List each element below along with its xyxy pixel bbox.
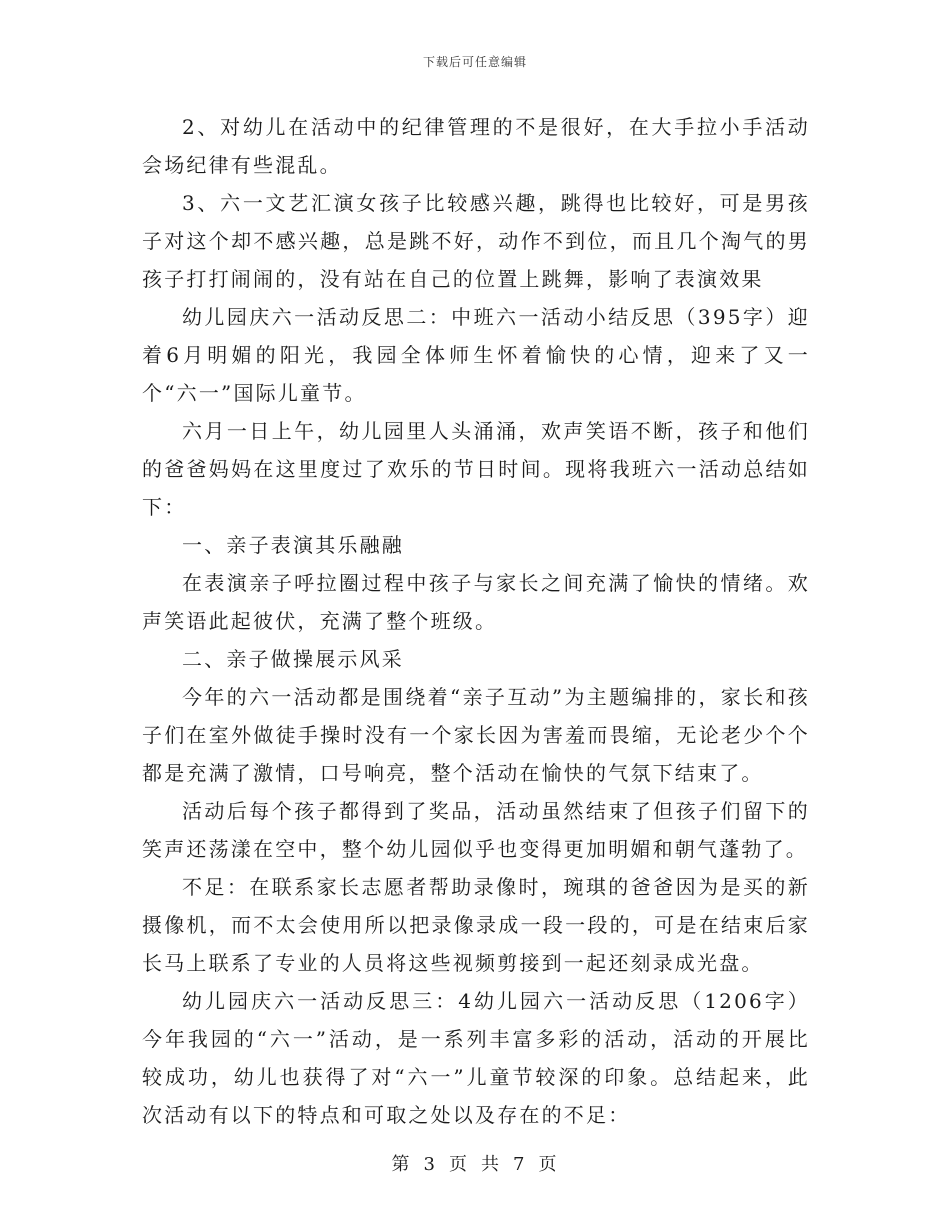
paragraph-prizes: 活动后每个孩子都得到了奖品，活动虽然结束了但孩子们留下的笑声还荡漾在空中，整个幼儿园似乎也变得更加明媚和朝气蓬勃了。 (142, 799, 810, 861)
total-pages: 7 (513, 1154, 527, 1175)
paragraph-discipline: 2、对幼儿在活动中的纪律管理的不是很好，在大手拉小手活动会场纪律有些混乱。 (142, 115, 810, 177)
paragraph-shortcoming: 不足：在联系家长志愿者帮助录像时，琬琪的爸爸因为是买的新摄像机，而不太会使用所以把录像录成一段一段的，可是在结束后家长马上联系了专业的人员将这些视频剪接到一起还刻录成光盘。 (142, 875, 810, 975)
paragraph-performance: 3、六一文艺汇演女孩子比较感兴趣，跳得也比较好，可是男孩子对这个却不感兴趣，总是跳不好，动作不到位，而且几个淘气的男孩子打打闹闹的，没有站在自己的位置上跳舞，影响了表演效果 (142, 191, 810, 291)
paragraph-reflection-three: 幼儿园庆六一活动反思三：4幼儿园六一活动反思（1206字）今年我园的“六一”活动，是一系列丰富多彩的活动，活动的开展比较成功，幼儿也获得了对“六一”儿童节较深的印象。总结起来，此次活动有以下的特点和可取之处以及存在的不足： (142, 989, 810, 1127)
page-word-di: 第 (391, 1154, 412, 1175)
page-number (0, 1150, 950, 1176)
page-word-ye-2: 页 (538, 1154, 559, 1175)
paragraph-reflection-two: 幼儿园庆六一活动反思二：中班六一活动小结反思（395字）迎着6月明媚的阳光，我园全体师生怀着愉快的心情，迎来了又一个“六一”国际儿童节。 (142, 305, 810, 405)
page-word-gong: 共 (481, 1154, 501, 1175)
page-word-ye: 页 (449, 1154, 469, 1175)
document-body (142, 108, 810, 1134)
section-heading-two: 二、亲子做操展示风采 (182, 647, 404, 671)
header-note: 下载后可任意编辑 (422, 55, 527, 69)
paragraph-exercise: 今年的六一活动都是围绕着“亲子互动”为主题编排的，家长和孩子们在室外做徒手操时没有一个家长因为害羞而畏缩，无论老少个个都是充满了激情，口号响亮，整个活动在愉快的气氛下结束了。 (142, 685, 810, 785)
section-heading-one: 一、亲子表演其乐融融 (182, 533, 404, 557)
paragraph-june-first: 六月一日上午，幼儿园里人头涌涌，欢声笑语不断，孩子和他们的爸爸妈妈在这里度过了欢乐的节日时间。现将我班六一活动总结如下： (142, 419, 810, 519)
current-page: 3 (423, 1154, 437, 1175)
paragraph-hula-hoop: 在表演亲子呼拉圈过程中孩子与家长之间充满了愉快的情绪。欢声笑语此起彼伏，充满了整个班级。 (142, 571, 810, 633)
